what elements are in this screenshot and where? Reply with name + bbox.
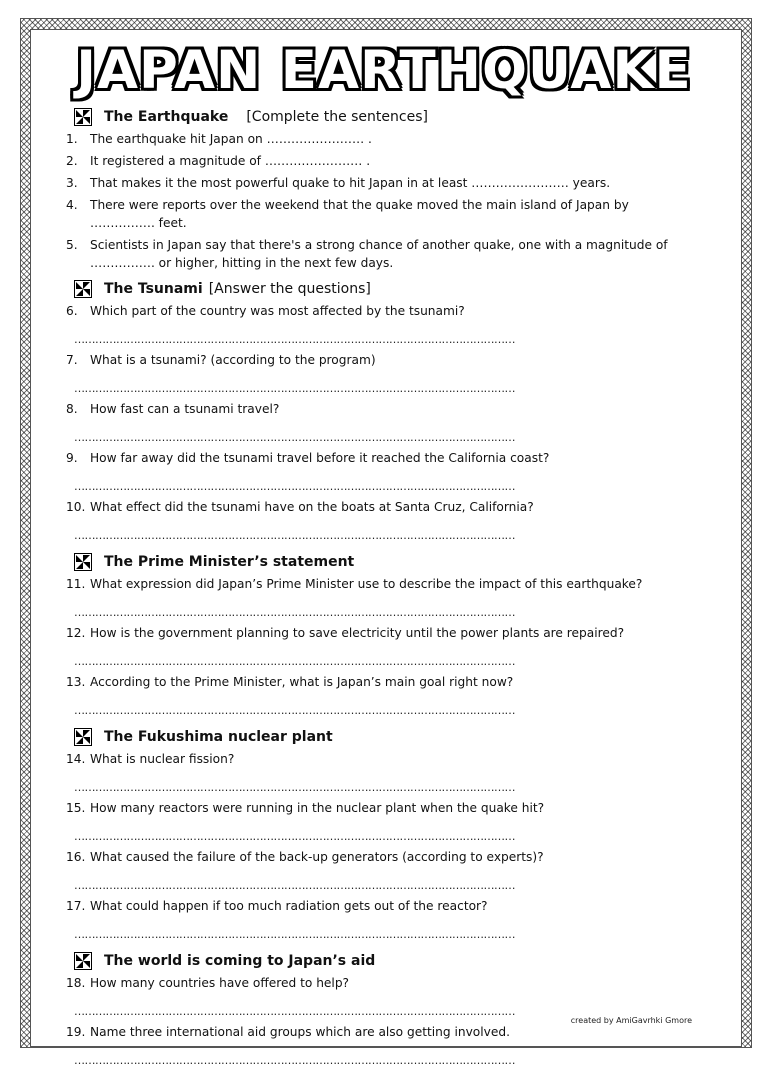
- question-item: 16. What caused the failure of the back-up generators (according to experts)?: [66, 850, 544, 864]
- windmill-cross-icon: [74, 280, 92, 298]
- question-item: 9. How far away did the tsunami travel before it reached the California coast?: [66, 451, 550, 465]
- question-item: 19. Name three international aid groups which are also getting involved.: [66, 1025, 510, 1039]
- answer-line: ………………………………………………………………………………………………………………: [74, 704, 515, 717]
- question-item: 15. How many reactors were running in the nuclear plant when the quake hit?: [66, 801, 545, 815]
- sentence-item: 4. There were reports over the weekend that the quake moved the main island of Japan by ……………. feet.: [66, 198, 629, 230]
- windmill-cross-icon: [74, 108, 92, 126]
- worksheet-content: [66, 106, 706, 1068]
- answer-line: ………………………………………………………………………………………………………………: [74, 1005, 515, 1018]
- sentence-item: 1. The earthquake hit Japan on …………………… .: [66, 132, 372, 146]
- answer-line: ………………………………………………………………………………………………………………: [74, 606, 515, 619]
- credit-text: created by AmiGavrhki Gmore: [570, 1016, 692, 1025]
- answer-line: ………………………………………………………………………………………………………………: [74, 1054, 515, 1067]
- section-instruction: [Complete the sentences]: [246, 109, 428, 125]
- windmill-cross-icon: [74, 952, 92, 970]
- question-item: 14. What is nuclear fission?: [66, 752, 235, 766]
- section-heading-tsunami: [66, 278, 706, 300]
- answer-line: ………………………………………………………………………………………………………………: [74, 928, 515, 941]
- page-title: JAPAN EARTHQUAKE: [76, 40, 692, 101]
- question-item: 8. How fast can a tsunami travel?: [66, 402, 280, 416]
- answer-line: ………………………………………………………………………………………………………………: [74, 781, 515, 794]
- question-item: 7. What is a tsunami? (according to the program): [66, 353, 376, 367]
- question-item: 18. How many countries have offered to help?: [66, 976, 350, 990]
- windmill-cross-icon: [74, 553, 92, 571]
- section-title: The Prime Minister’s statement: [104, 554, 355, 570]
- section-title: The Tsunami: [104, 281, 203, 297]
- section-heading-prime-minister: [66, 551, 706, 573]
- section-title: The world is coming to Japan’s aid: [104, 953, 376, 969]
- windmill-cross-icon: [74, 728, 92, 746]
- section-instruction: [Answer the questions]: [208, 281, 371, 297]
- answer-line: ………………………………………………………………………………………………………………: [74, 655, 515, 668]
- section-heading-fukushima: [66, 726, 706, 748]
- question-item: 17. What could happen if too much radiation gets out of the reactor?: [66, 899, 488, 913]
- answer-line: ………………………………………………………………………………………………………………: [74, 480, 515, 493]
- sentence-item: 3. That makes it the most powerful quake to hit Japan in at least …………………… years.: [66, 176, 611, 190]
- section-title: The Fukushima nuclear plant: [104, 729, 333, 745]
- question-item: 13. According to the Prime Minister, what is Japan’s main goal right now?: [66, 675, 514, 689]
- answer-line: ………………………………………………………………………………………………………………: [74, 382, 515, 395]
- section-title: The Earthquake: [104, 109, 229, 125]
- question-item: 6. Which part of the country was most affected by the tsunami?: [66, 304, 465, 318]
- section-heading-earthquake: [66, 106, 706, 128]
- question-item: 11. What expression did Japan’s Prime Minister use to describe the impact of this earthquake?: [66, 577, 643, 591]
- question-item: 10. What effect did the tsunami have on the boats at Santa Cruz, California?: [66, 500, 534, 514]
- answer-line: ………………………………………………………………………………………………………………: [74, 333, 515, 346]
- sentence-item: 2. It registered a magnitude of …………………… .: [66, 154, 371, 168]
- question-item: 12. How is the government planning to save electricity until the power plants are repaired?: [66, 626, 625, 640]
- answer-line: ………………………………………………………………………………………………………………: [74, 830, 515, 843]
- answer-line: ………………………………………………………………………………………………………………: [74, 431, 515, 444]
- sentence-item: 5. Scientists in Japan say that there's a strong chance of another quake, one with a magnitude of ……………. or higher, hitting in the next few days.: [66, 238, 668, 270]
- answer-line: ………………………………………………………………………………………………………………: [74, 529, 515, 542]
- section-heading-world-aid: [66, 950, 706, 972]
- answer-line: ………………………………………………………………………………………………………………: [74, 879, 515, 892]
